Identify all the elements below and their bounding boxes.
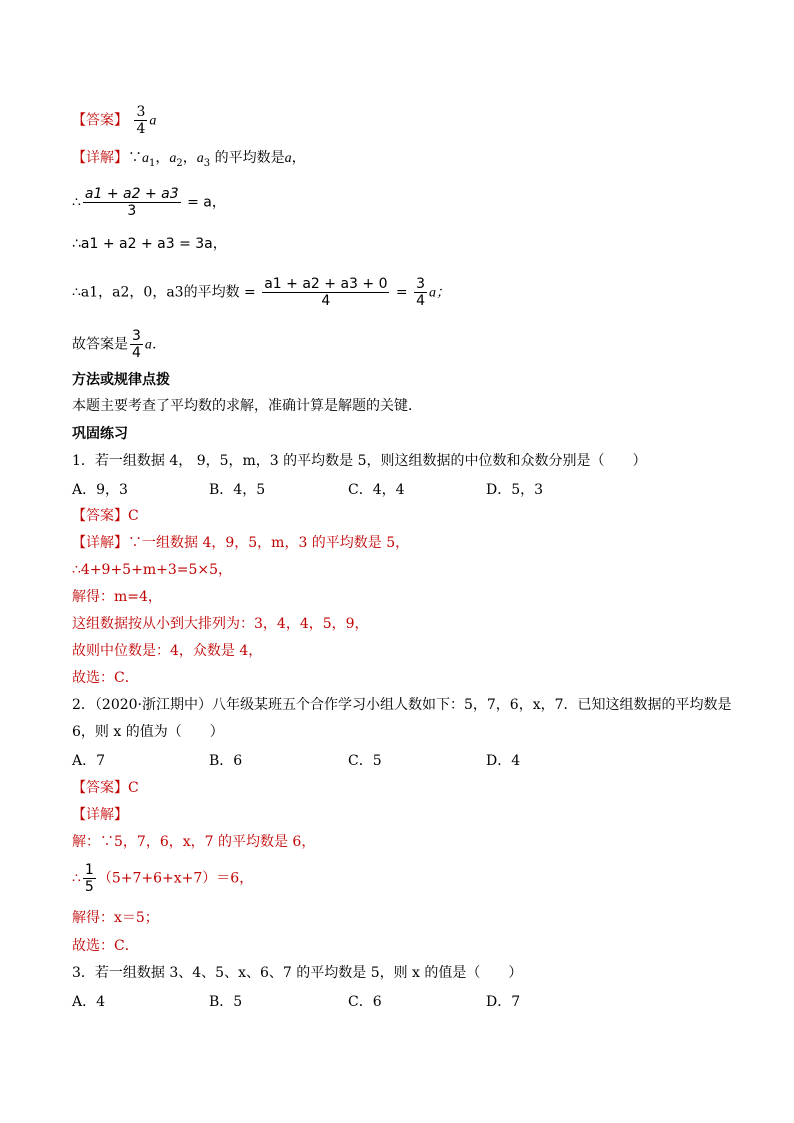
fraction-denominator: 4 — [416, 293, 426, 309]
detail-line-3: ∴a1 + a2 + a3 = 3a， — [72, 236, 227, 252]
method-heading: 方法或规律点拨 — [72, 372, 170, 388]
q1-stem: 1．若一组数据 4， 9，5，m，3 的平均数是 5，则这组数据的中位数和众数分别是（ ） — [72, 453, 647, 469]
fraction-denominator: 5 — [84, 879, 94, 895]
subscript-3: 3 — [203, 158, 211, 169]
q3-stem: 3．若一组数据 3、4、5、x、6、7 的平均数是 5，则 x 的值是（ ） — [72, 965, 523, 981]
sum-over-3-fraction — [83, 186, 181, 219]
q2-choice-a: A．7 — [72, 753, 106, 769]
q2-detail-3: 解得：x＝5； — [72, 910, 159, 926]
q1-choice-d: D．5，3 — [486, 482, 544, 498]
q2-answer-line — [72, 778, 139, 798]
subscript-1: 1 — [149, 158, 156, 169]
q3-choice-d: D．7 — [486, 994, 521, 1010]
detail-label: 【详解】 — [72, 150, 128, 166]
conclusion-line — [72, 328, 166, 361]
var-a1: a — [142, 151, 149, 166]
conclusion-suffix: a． — [144, 337, 166, 353]
subscript-2: 2 — [176, 158, 183, 169]
q2-detail-label: 【详解】 — [72, 807, 128, 823]
q2-choice-d: D．4 — [486, 753, 521, 769]
conclusion-prefix: 故答案是 — [72, 336, 128, 353]
q2-detail-1: 解：∵5，7，6，x，7 的平均数是 6， — [72, 834, 316, 850]
result-variable: a； — [429, 285, 451, 301]
fraction-numerator: a1 + a2 + a3 + 0 — [264, 276, 388, 292]
method-text: 本题主要考查了平均数的求解，准确计算是解题的关键． — [72, 398, 422, 414]
answer-value: C — [128, 508, 139, 524]
detail-text: 的平均数是 — [210, 150, 285, 166]
equals: = — [391, 284, 413, 301]
q1-detail-1 — [72, 533, 409, 553]
q1-answer-line — [72, 506, 139, 526]
because-symbol: ∵ — [128, 150, 142, 166]
fraction-denominator: 4 — [321, 293, 331, 309]
practice-heading: 巩固练习 — [72, 426, 128, 442]
therefore-symbol: ∴ — [72, 194, 81, 211]
comma: ， — [182, 150, 197, 166]
var-a: a — [284, 151, 292, 166]
q3-choice-c: C．6 — [348, 994, 382, 1010]
answer-label: 【答案】 — [72, 508, 128, 524]
q2-choice-c: C．5 — [348, 753, 382, 769]
answer-variable: a — [149, 113, 157, 129]
q2-choice-b: B．6 — [209, 753, 243, 769]
conclusion-fraction — [130, 328, 143, 361]
detail-line-4 — [72, 276, 450, 309]
detail-text: ∵一组数据 4，9，5，m，3 的平均数是 5， — [128, 535, 410, 551]
q1-detail-3: 解得：m=4， — [72, 589, 162, 605]
comma: ， — [155, 150, 170, 166]
fraction-numerator: 3 — [132, 328, 141, 344]
q1-detail-2: ∴4+9+5+m+3=5×5， — [72, 562, 233, 578]
fraction-denominator: 4 — [136, 121, 146, 137]
answer-fraction — [134, 104, 147, 137]
q1-detail-4: 这组数据按从小到大排列为：3，4，4，5，9， — [72, 616, 369, 632]
var-a2: a — [169, 151, 177, 166]
q1-choice-c: C．4，4 — [348, 482, 405, 498]
q2-stem-2: 6，则 x 的值为（ ） — [72, 724, 224, 740]
q1-detail-5: 故则中位数是：4，众数是 4， — [72, 643, 263, 659]
one-fifth-fraction — [83, 862, 96, 895]
q1-choice-b: B．4，5 — [209, 482, 266, 498]
fraction-denominator: 3 — [127, 203, 137, 219]
detail-line-1 — [72, 148, 306, 174]
q1-choice-a: A．9，3 — [72, 482, 128, 498]
q3-choice-a: A．4 — [72, 994, 106, 1010]
fraction-numerator: 1 — [84, 862, 94, 878]
q2-detail-4: 故选：C． — [72, 938, 139, 954]
therefore-symbol: ∴ — [72, 870, 81, 887]
q2-detail-2 — [72, 862, 253, 895]
detail-line-2 — [72, 186, 226, 219]
var-a3: a — [196, 151, 204, 166]
equation-text: （5+7+6+x+7）＝6， — [97, 870, 254, 887]
punctuation: ， — [291, 150, 306, 166]
answer-label: 【答案】 — [72, 780, 128, 796]
equation-rhs: = a， — [182, 194, 226, 211]
answer-value: C — [128, 780, 139, 796]
sum-over-4-fraction — [262, 276, 389, 309]
answer-label: 【答案】 — [72, 112, 128, 129]
result-fraction — [414, 276, 427, 309]
answer-line-ex0 — [72, 104, 156, 137]
fraction-numerator: 3 — [416, 276, 426, 292]
q1-detail-6: 故选：C． — [72, 670, 139, 686]
q2-stem-1: 2．（2020·浙江期中）八年级某班五个合作学习小组人数如下：5，7，6，x，7．已知这组数据的平均数是 — [72, 697, 732, 713]
fraction-numerator: a1 + a2 + a3 — [84, 186, 179, 202]
q3-choice-b: B．5 — [209, 994, 243, 1010]
fraction-denominator: 4 — [132, 345, 141, 361]
fraction-numerator: 3 — [136, 104, 146, 120]
mean-prefix: ∴a1，a2，0，a3的平均数 = — [72, 284, 261, 301]
detail-label: 【详解】 — [72, 535, 128, 551]
